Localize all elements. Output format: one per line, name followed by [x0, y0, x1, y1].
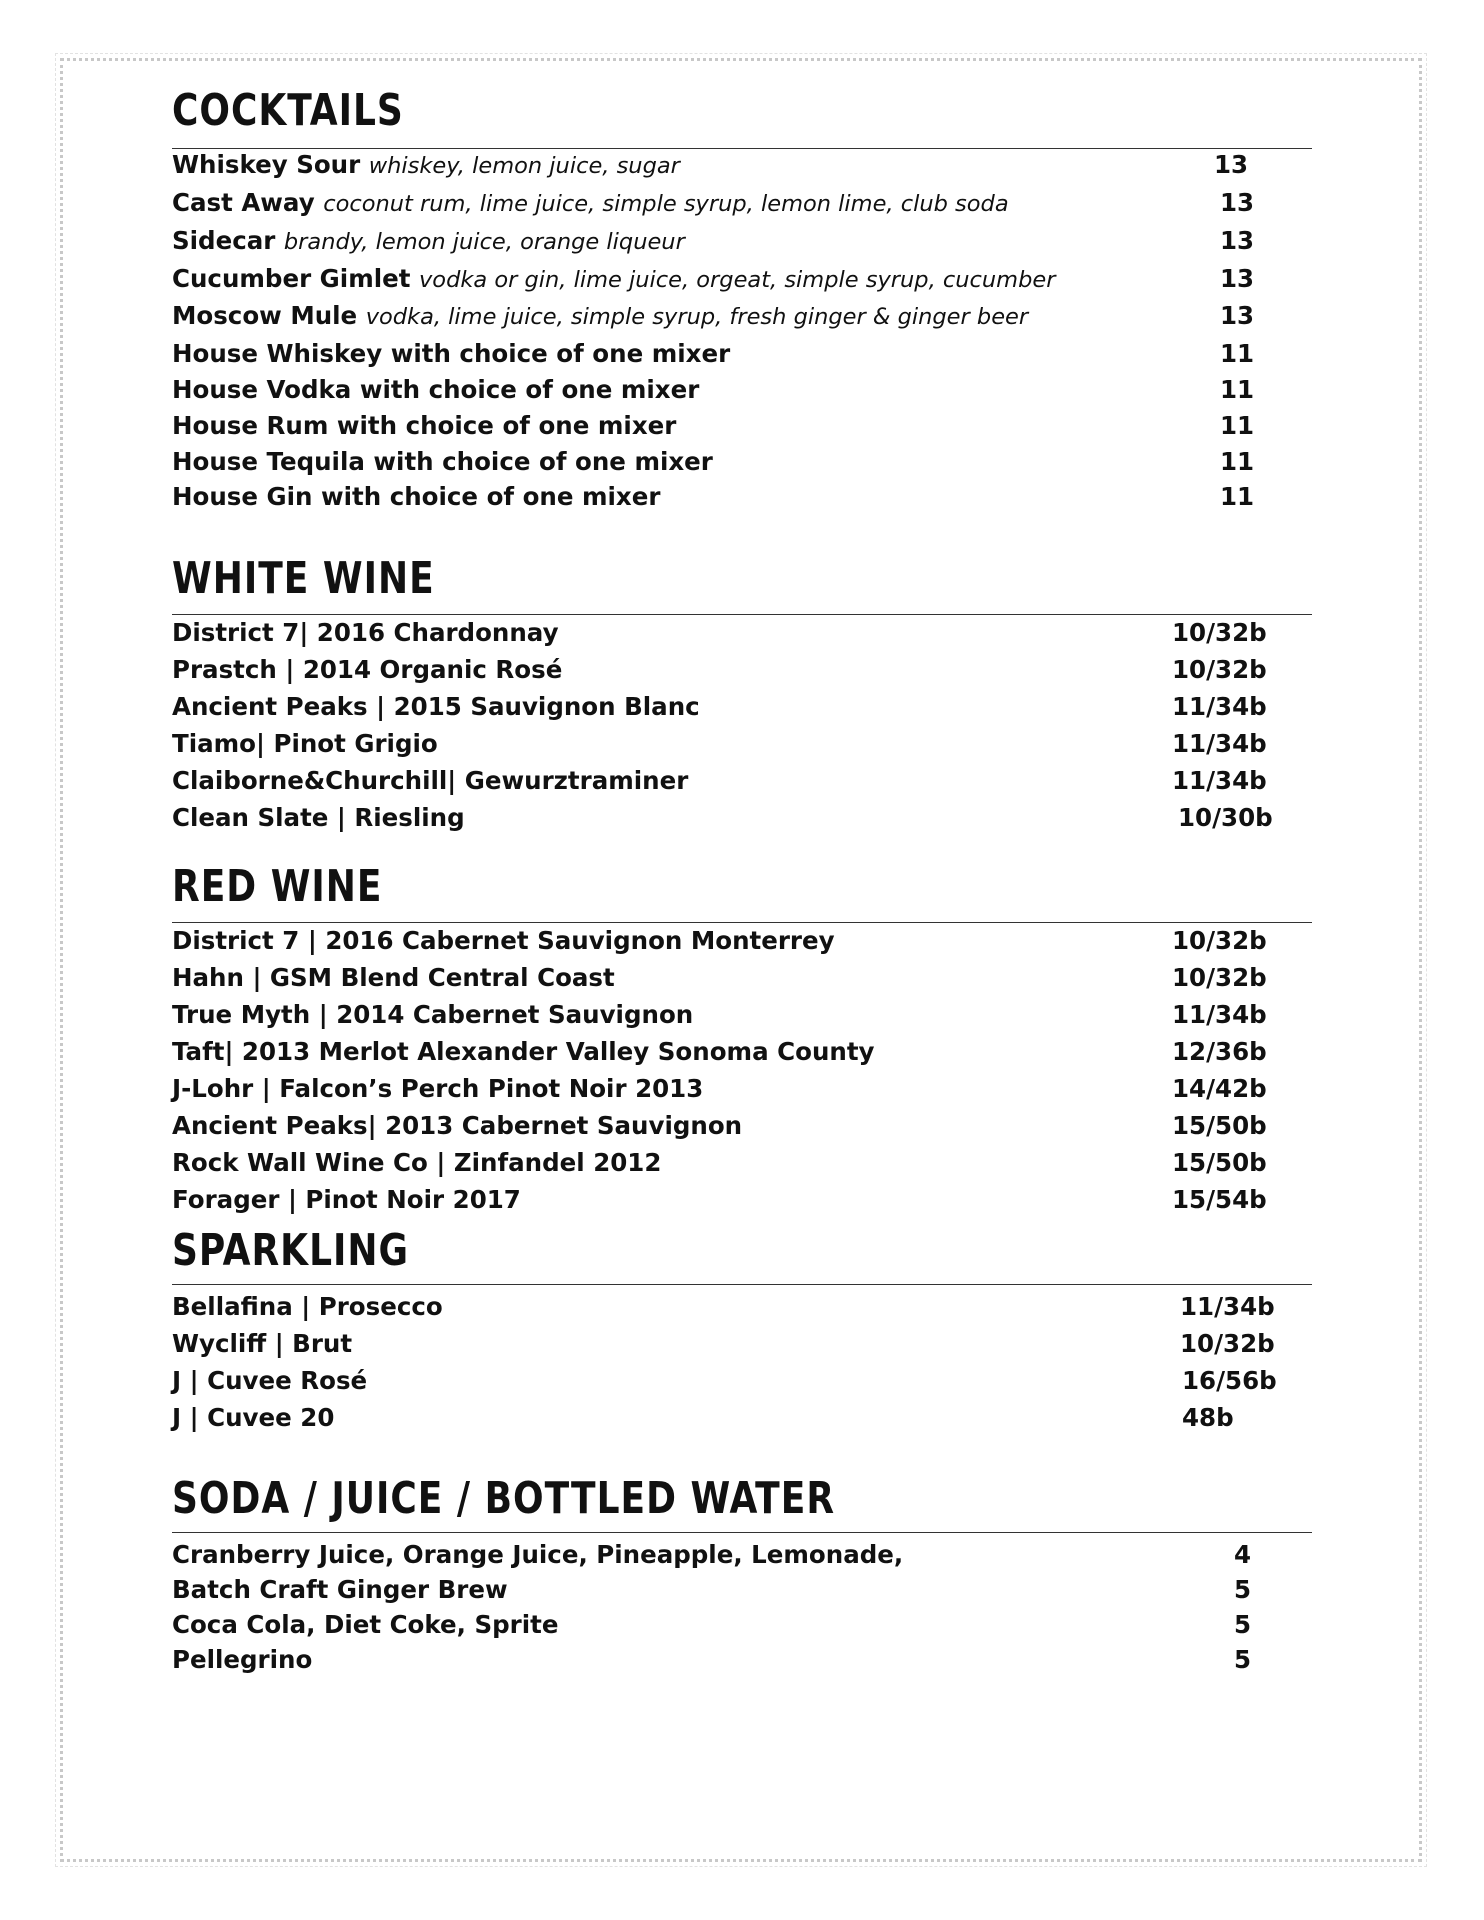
section-rule: [172, 1284, 1312, 1285]
section-white-wine: [172, 553, 1312, 832]
item-description: whiskey, lemon juice, sugar: [368, 153, 680, 179]
item-price: 13: [1220, 301, 1255, 330]
item-price: 5: [1234, 1645, 1252, 1674]
item-price: 11/34b: [1172, 766, 1267, 795]
item-price: 13: [1220, 264, 1255, 293]
item-name: Prastch | 2014 Organic Rosé: [172, 655, 563, 684]
item-name: Bellafina | Prosecco: [172, 1292, 443, 1321]
item-price: 11: [1220, 482, 1255, 511]
item-price: 5: [1234, 1610, 1252, 1639]
item-description: vodka, lime juice, simple syrup, fresh ginger & ginger beer: [365, 304, 1029, 330]
list-item: [172, 188, 1009, 217]
item-name: Hahn | GSM Blend Central Coast: [172, 963, 615, 992]
item-price: 11: [1220, 339, 1255, 368]
list-item: [172, 1111, 742, 1140]
item-price: 13: [1220, 226, 1255, 255]
item-name: Pellegrino: [172, 1645, 313, 1674]
item-name: Tiamo| Pinot Grigio: [172, 729, 438, 758]
item-price: 10/32b: [1172, 618, 1267, 647]
list-item: [172, 1403, 334, 1432]
list-item: [172, 1000, 693, 1029]
list-item: [172, 447, 713, 476]
item-name: Taft| 2013 Merlot Alexander Valley Sonoma County: [172, 1037, 875, 1066]
item-name: District 7| 2016 Chardonnay: [172, 618, 559, 647]
list-item: [172, 729, 438, 758]
list-item: [172, 766, 688, 795]
list-item: [172, 1292, 443, 1321]
list-item: [172, 1610, 558, 1639]
section-rule: [172, 1532, 1312, 1533]
list-item: [172, 1645, 312, 1674]
item-description: brandy, lemon juice, orange liqueur: [283, 229, 685, 255]
section-title: SODA / JUICE / BOTTLED WATER: [172, 1473, 836, 1524]
item-name: House Whiskey with choice of one mixer: [172, 339, 731, 368]
list-item: [172, 803, 465, 832]
item-price: 10/32b: [1172, 926, 1267, 955]
item-description: vodka or gin, lime juice, orgeat, simple syrup, cucumber: [418, 267, 1056, 293]
item-name: Sidecar: [172, 226, 276, 255]
list-item: [172, 339, 730, 368]
item-name: Clean Slate | Riesling: [172, 803, 465, 832]
list-item: [172, 655, 562, 684]
section-soda-juice-water: [172, 1473, 1312, 1674]
item-description: coconut rum, lime juice, simple syrup, lemon lime, club soda: [323, 191, 1009, 217]
item-price: 13: [1220, 188, 1255, 217]
item-price: 5: [1234, 1575, 1252, 1604]
section-cocktails: [172, 85, 1312, 511]
item-price: 14/42b: [1172, 1074, 1267, 1103]
item-name: Rock Wall Wine Co | Zinfandel 2012: [172, 1148, 662, 1177]
item-name: Batch Craft Ginger Brew: [172, 1575, 508, 1604]
list-item: [172, 226, 685, 255]
item-name: Claiborne&Churchill| Gewurztraminer: [172, 766, 689, 795]
item-name: J | Cuvee 20: [172, 1403, 335, 1432]
item-name: House Vodka with choice of one mixer: [172, 375, 700, 404]
item-price: 10/32b: [1172, 655, 1267, 684]
item-price: 15/50b: [1172, 1111, 1267, 1140]
item-name: Coca Cola, Diet Coke, Sprite: [172, 1610, 559, 1639]
item-name: J-Lohr | Falcon’s Perch Pinot Noir 2013: [172, 1074, 704, 1103]
list-item: [172, 1329, 352, 1358]
list-item: [172, 618, 559, 647]
section-title: RED WINE: [172, 861, 383, 912]
item-name: Whiskey Sour: [172, 150, 361, 179]
item-name: Moscow Mule: [172, 301, 358, 330]
item-price: 11/34b: [1172, 692, 1267, 721]
item-price: 11/34b: [1180, 1292, 1275, 1321]
list-item: [172, 1540, 903, 1569]
list-item: [172, 1575, 508, 1604]
item-name: House Gin with choice of one mixer: [172, 482, 661, 511]
item-name: House Tequila with choice of one mixer: [172, 447, 713, 476]
item-name: Wycliff | Brut: [172, 1329, 353, 1358]
list-item: [172, 375, 699, 404]
item-price: 11: [1220, 447, 1255, 476]
list-item: [172, 150, 680, 179]
list-item: [172, 1185, 521, 1214]
section-rule: [172, 922, 1312, 923]
item-name: Cranberry Juice, Orange Juice, Pineapple, Lemonade,: [172, 1540, 904, 1569]
item-price: 10/32b: [1172, 963, 1267, 992]
item-price: 13: [1214, 150, 1249, 179]
item-name: Ancient Peaks | 2015 Sauvignon Blanc: [172, 692, 700, 721]
item-price: 16/56b: [1182, 1366, 1277, 1395]
item-price: 11: [1220, 411, 1255, 440]
item-price: 15/54b: [1172, 1185, 1267, 1214]
list-item: [172, 692, 700, 721]
item-price: 10/32b: [1180, 1329, 1275, 1358]
list-item: [172, 1037, 875, 1066]
item-price: 11: [1220, 375, 1255, 404]
section-rule: [172, 614, 1312, 615]
section-rule: [172, 148, 1312, 149]
section-title: WHITE WINE: [172, 553, 435, 604]
item-name: J | Cuvee Rosé: [172, 1366, 368, 1395]
item-price: 10/30b: [1178, 803, 1273, 832]
item-price: 4: [1234, 1540, 1252, 1569]
item-name: House Rum with choice of one mixer: [172, 411, 677, 440]
item-price: 11/34b: [1172, 1000, 1267, 1029]
item-name: Cucumber Gimlet: [172, 264, 411, 293]
section-sparkling: [172, 1225, 1312, 1432]
item-name: Forager | Pinot Noir 2017: [172, 1185, 521, 1214]
list-item: [172, 963, 615, 992]
list-item: [172, 1074, 703, 1103]
item-name: Cast Away: [172, 188, 315, 217]
item-price: 48b: [1182, 1403, 1234, 1432]
item-price: 15/50b: [1172, 1148, 1267, 1177]
list-item: [172, 301, 1028, 330]
section-title: COCKTAILS: [172, 85, 404, 136]
item-name: Ancient Peaks| 2013 Cabernet Sauvignon: [172, 1111, 743, 1140]
item-name: True Myth | 2014 Cabernet Sauvignon: [172, 1000, 694, 1029]
section-red-wine: [172, 861, 1312, 1214]
section-title: SPARKLING: [172, 1225, 410, 1276]
item-price: 12/36b: [1172, 1037, 1267, 1066]
list-item: [172, 926, 835, 955]
list-item: [172, 1366, 367, 1395]
item-price: 11/34b: [1172, 729, 1267, 758]
list-item: [172, 482, 660, 511]
list-item: [172, 264, 1055, 293]
list-item: [172, 1148, 661, 1177]
list-item: [172, 411, 676, 440]
item-name: District 7 | 2016 Cabernet Sauvignon Monterrey: [172, 926, 835, 955]
